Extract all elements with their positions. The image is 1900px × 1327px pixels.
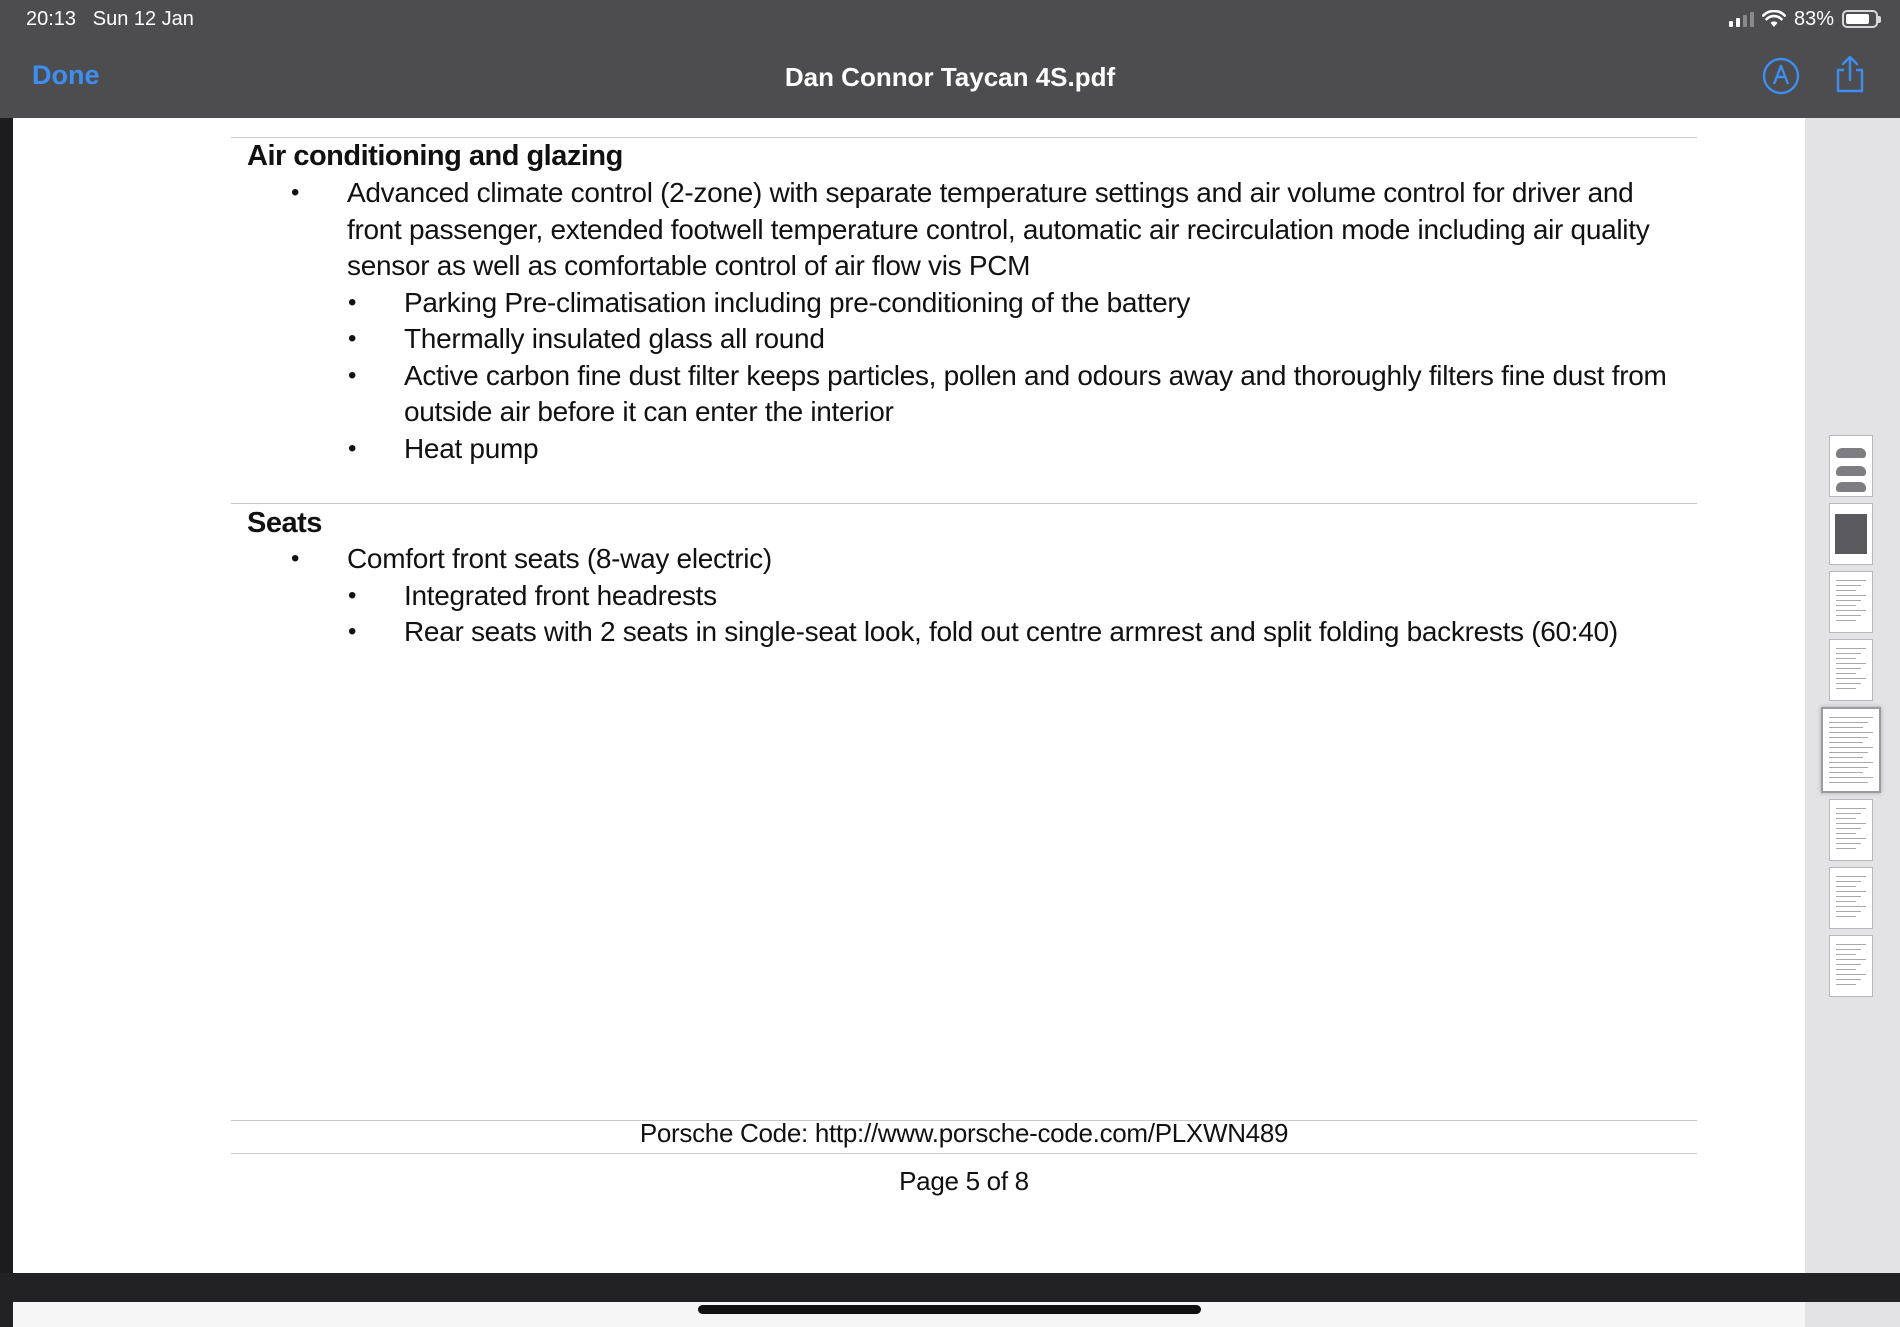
battery-icon: [1842, 10, 1878, 28]
share-icon[interactable]: [1830, 54, 1870, 94]
divider-line: [231, 1153, 1697, 1154]
bullet-marker: •: [348, 581, 357, 609]
page-thumbnail[interactable]: [1821, 707, 1881, 793]
porsche-code-footer: Porsche Code: http://www.porsche-code.com/PLXWN489: [639, 1118, 1289, 1148]
document-title: Dan Connor Taycan 4S.pdf: [784, 62, 1116, 92]
page-thumbnail[interactable]: [1829, 639, 1873, 701]
list-item-text: Integrated front headrests: [404, 579, 717, 611]
page-thumbnail[interactable]: [1829, 571, 1873, 633]
list-item-text: front passenger, extended footwell temperature control, automatic air recirculation mode including air quality: [347, 213, 1650, 245]
page-thumbnail[interactable]: [1829, 799, 1873, 861]
page-thumbnail[interactable]: [1829, 867, 1873, 929]
bullet-marker: •: [348, 434, 357, 462]
list-item-text: Heat pump: [404, 432, 539, 464]
page-thumbnail[interactable]: [1829, 935, 1873, 997]
divider-line: [231, 137, 1697, 138]
status-date-text: Sun 12 Jan: [92, 8, 194, 30]
status-time-text: 20:13: [26, 8, 77, 30]
section-heading: Seats: [247, 507, 322, 539]
bullet-marker: •: [291, 179, 300, 206]
list-item-text: Parking Pre-climatisation including pre-conditioning of the battery: [404, 286, 1191, 318]
status-indicators: [1729, 7, 1878, 31]
page-number: Page 5 of 8: [899, 1166, 1029, 1196]
list-item-text: Active carbon fine dust filter keeps particles, pollen and odours away and thoroughly filters fine dust from: [404, 359, 1667, 391]
bullet-marker: •: [348, 288, 357, 316]
thumbnail-list: [1829, 435, 1877, 1003]
list-item-text: outside air before it can enter the interior: [404, 396, 894, 427]
list-item-text: Comfort front seats (8-way electric): [347, 543, 772, 574]
page-thumbnail[interactable]: [1829, 503, 1873, 565]
bullet-marker: •: [348, 325, 357, 352]
bullet-marker: •: [291, 545, 300, 572]
divider-line: [231, 503, 1697, 504]
done-button[interactable]: Done: [32, 60, 100, 90]
pdf-page[interactable]: [13, 118, 1805, 1273]
wifi-icon: [1762, 10, 1786, 28]
list-item-text: Rear seats with 2 seats in single-seat look, fold out centre armrest and split folding backrests (60:40): [404, 616, 1618, 647]
status-time: [26, 8, 194, 31]
list-item-text: sensor as well as comfortable control of air flow vis PCM: [347, 250, 1031, 281]
battery-percent: 83%: [1793, 7, 1834, 30]
signal-icon: [1729, 11, 1754, 27]
home-indicator[interactable]: [698, 1305, 1201, 1314]
list-item-text: Advanced climate control (2-zone) with separate temperature settings and air volume control for driver and: [347, 177, 1634, 208]
bullet-marker: •: [348, 361, 357, 389]
page-thumbnail[interactable]: [1829, 435, 1873, 497]
markup-icon[interactable]: [1761, 56, 1801, 96]
sidebar-bottom: [1805, 1302, 1900, 1327]
section-heading: Air conditioning and glazing: [247, 140, 623, 172]
list-item-text: Thermally insulated glass all round: [404, 323, 825, 354]
top-toolbar: [0, 0, 1900, 118]
bullet-marker: •: [348, 618, 357, 645]
